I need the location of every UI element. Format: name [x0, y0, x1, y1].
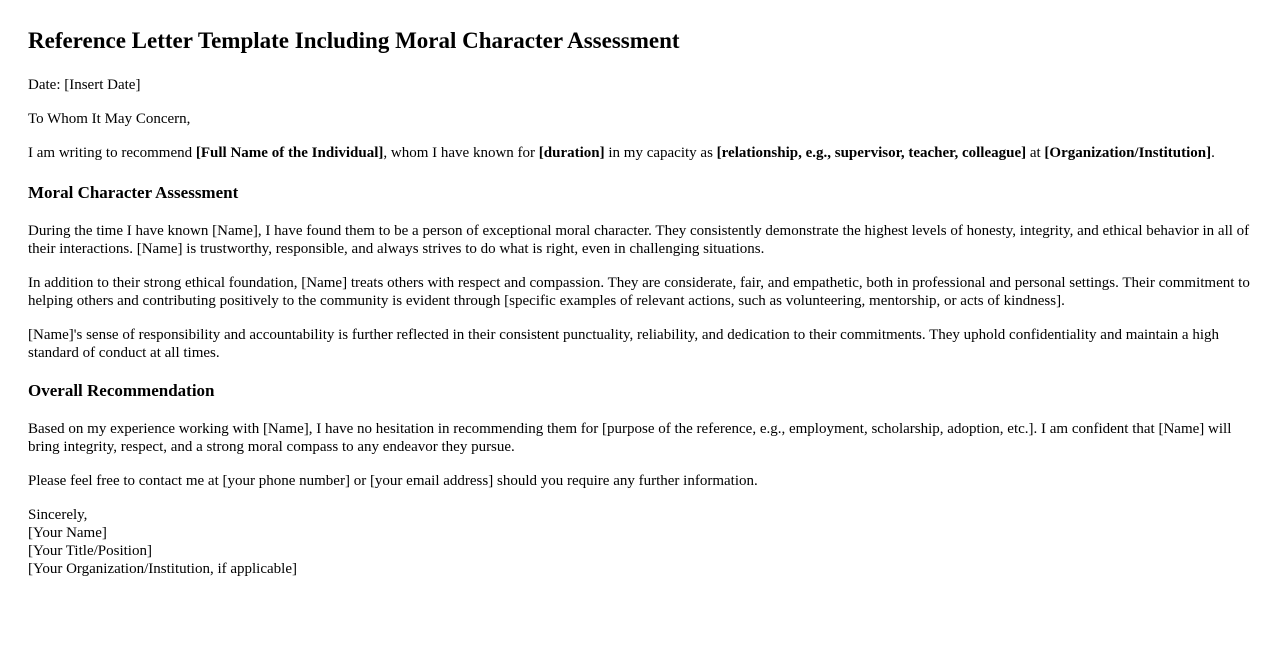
- intro-text-5: .: [1211, 145, 1215, 161]
- intro-text-1: I am writing to recommend: [28, 145, 196, 161]
- moral-paragraph-2: In addition to their strong ethical foundation, [Name] treats others with respect and compassion. They are considerate, fair, and empathetic, both in professional and personal settings. Their commitment to helping others and contributing positively to the community is evident through [specific examples of relevant actions, such as volunteering, mentorship, or acts of kindness].: [28, 275, 1250, 309]
- signature-block: [28, 506, 1250, 578]
- relationship-placeholder: [relationship, e.g., supervisor, teacher, colleague]: [716, 145, 1027, 161]
- section-heading-overall-recommendation: Overall Recommendation: [28, 381, 215, 400]
- section-heading-moral-character: Moral Character Assessment: [28, 183, 239, 202]
- moral-paragraph-1: During the time I have known [Name], I have found them to be a person of exceptional moral character. They consistently demonstrate the highest levels of honesty, integrity, and ethical behavior in all of their interactions. [Name] is trustworthy, responsible, and always strives to do what is right, even in challenging situations.: [28, 223, 1250, 257]
- moral-paragraph-3: [Name]'s sense of responsibility and accountability is further reflected in their consistent punctuality, reliability, and dedication to their commitments. They uphold confidentiality and maintain a high standard of conduct at all times.: [28, 327, 1219, 361]
- recommendation-paragraph-1: Based on my experience working with [Name], I have no hesitation in recommending them for [purpose of the reference, e.g., employment, scholarship, adoption, etc.]. I am confident that [Name] will bring integrity, respect, and a strong moral compass to any endeavor they pursue.: [28, 421, 1232, 455]
- intro-text-2: , whom I have known for: [383, 145, 539, 161]
- signer-name: [Your Name]: [28, 525, 107, 541]
- duration-placeholder: [duration]: [538, 145, 605, 161]
- contact-paragraph: Please feel free to contact me at [your phone number] or [your email address] should you require any further information.: [28, 473, 758, 489]
- date-line: Date: [Insert Date]: [28, 77, 141, 93]
- signer-organization: [Your Organization/Institution, if applicable]: [28, 561, 297, 577]
- sign-off: Sincerely,: [28, 507, 88, 523]
- intro-paragraph: [28, 144, 1250, 162]
- signer-title: [Your Title/Position]: [28, 543, 152, 559]
- salutation: To Whom It May Concern,: [28, 111, 191, 127]
- organization-placeholder: [Organization/Institution]: [1044, 145, 1212, 161]
- intro-text-3: in my capacity as: [604, 145, 717, 161]
- intro-text-4: at: [1026, 145, 1045, 161]
- page-title: Reference Letter Template Including Moral Character Assessment: [28, 28, 680, 53]
- individual-name-placeholder: [Full Name of the Individual]: [195, 145, 384, 161]
